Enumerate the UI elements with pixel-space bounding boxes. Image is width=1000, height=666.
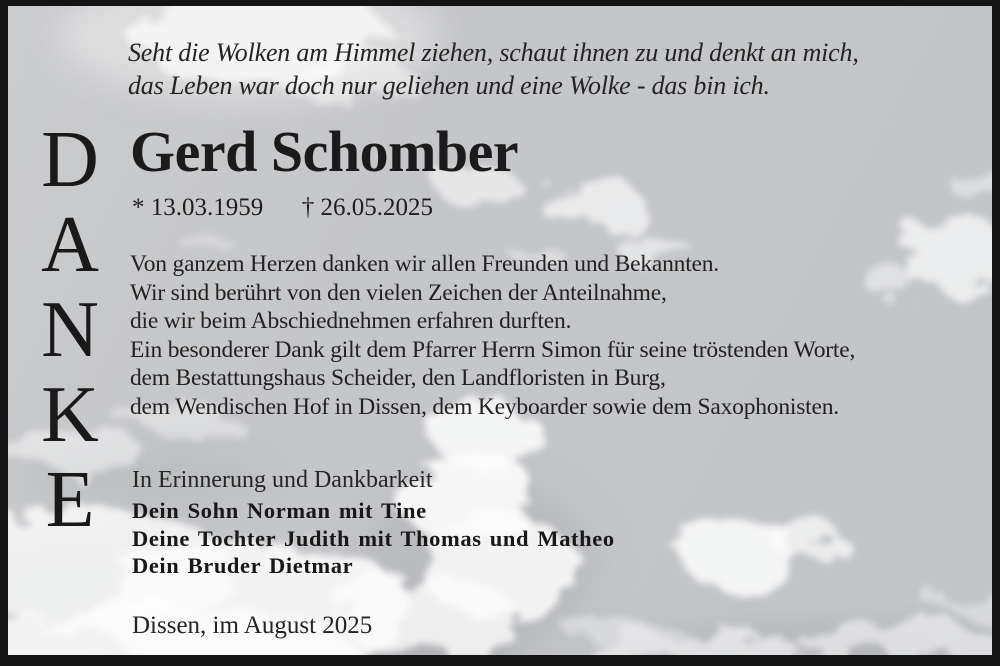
thanks-line: dem Bestattungshaus Scheider, den Landfloristen in Burg, [130,365,666,392]
vertical-letter-d: D [41,116,99,204]
memorial-quote-line-1: Seht die Wolken am Himmel ziehen, schaut ihnen zu und denkt an mich, [128,38,859,67]
thanks-paragraph [130,250,855,422]
mourners-list [132,497,615,580]
thanks-line: Wir sind berührt von den vielen Zeichen der Anteilnahme, [130,279,667,306]
death-cross-symbol: † [301,194,315,221]
thanks-line: Ein besonderer Dank gilt dem Pfarrer Herrn Simon für seine tröstenden Worte, [130,336,856,363]
notice-text-layer [8,6,992,655]
thanks-line: Von ganzem Herzen danken wir allen Freunden und Bekannten. [130,251,719,277]
deceased-name: Gerd Schomber [130,119,519,184]
vertical-letter-e: E [45,456,95,544]
place-and-date: Dissen, im August 2025 [132,612,373,639]
memorial-quote-line-2: das Leben war doch nur geliehen und eine Wolke - das bin ich. [128,71,770,100]
life-dates [132,194,433,222]
mourner-line-brother: Dein Bruder Dietmar [132,553,354,579]
vertical-letter-k: K [41,371,99,459]
death-date: 26.05.2025 [320,194,433,221]
mourner-line-son: Dein Sohn Norman mit Tine [132,498,427,523]
vertical-letter-n: N [41,286,99,374]
vertical-letter-a: A [41,201,99,289]
vertical-danke-word [32,118,108,543]
notice-sheet [8,6,992,655]
birth-star-symbol: * [132,194,145,221]
thanks-line: dem Wendischen Hof in Dissen, dem Keyboarder sowie dem Saxophonisten. [130,393,839,420]
memorial-quote [128,36,859,102]
closing-line: In Erinnerung und Dankbarkeit [132,467,433,493]
mourner-line-daughter: Deine Tochter Judith mit Thomas und Matheo [132,525,615,551]
thanks-line: die wir beim Abschiednehmen erfahren durften. [130,308,572,335]
birth-date: 13.03.1959 [150,194,264,221]
